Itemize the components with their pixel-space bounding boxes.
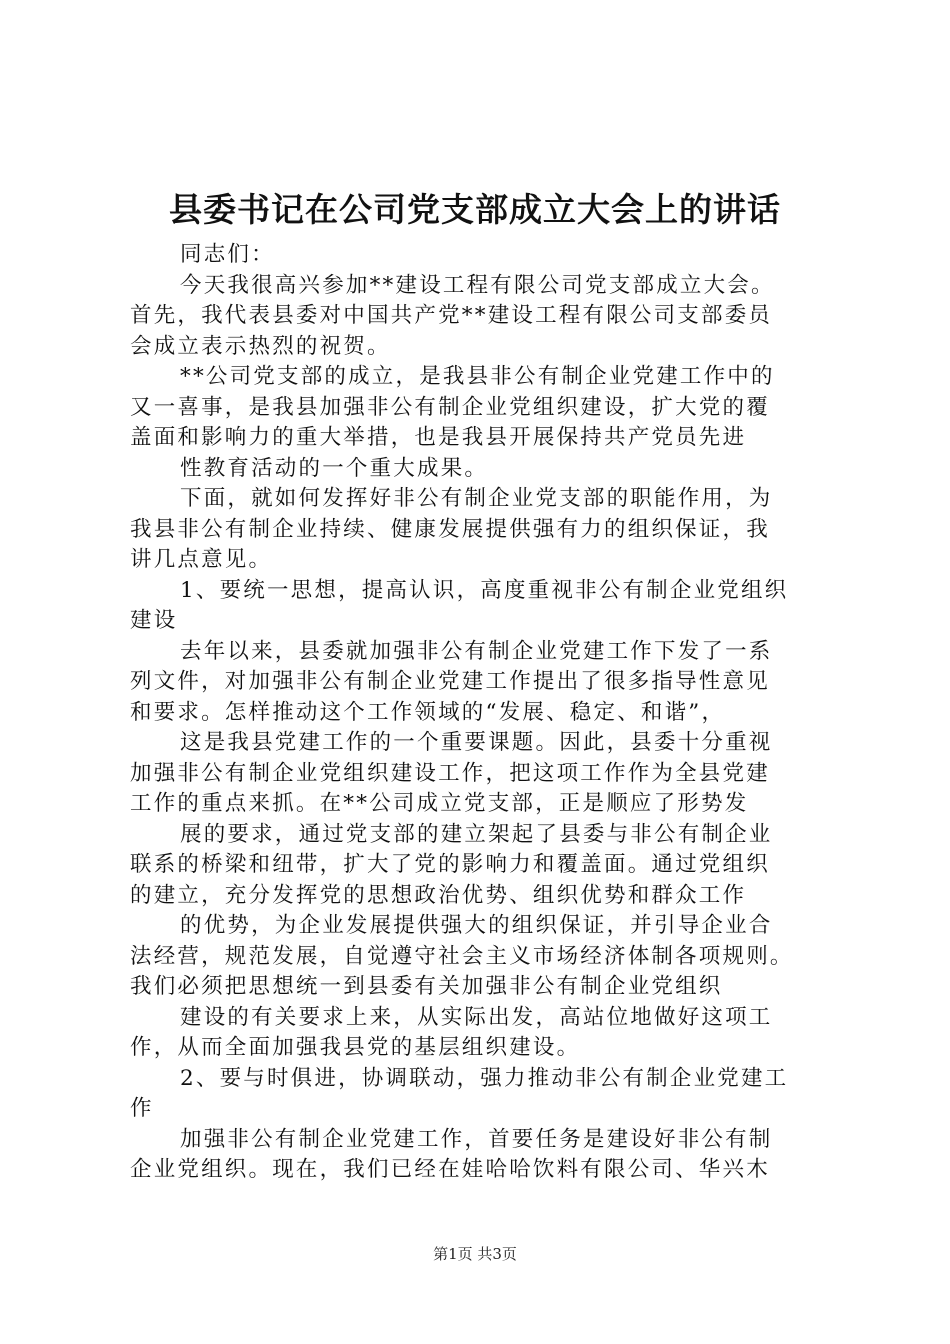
document-body <box>130 240 845 1186</box>
body-line: 联系的桥梁和纽带，扩大了党的影响力和覆盖面。通过党组织 <box>130 852 770 877</box>
body-line: 作 <box>130 1096 154 1121</box>
body-line: 企业党组织。现在，我们已经在娃哈哈饮料有限公司、华兴木 <box>130 1157 770 1182</box>
body-line: 1、要统一思想，提高认识，高度重视非公有制企业党组织 <box>180 577 789 603</box>
body-line: 我们必须把思想统一到县委有关加强非公有制企业党组织 <box>130 974 723 999</box>
body-line: 盖面和影响力的重大举措，也是我县开展保持共产党员先进 <box>130 425 747 450</box>
body-line: 性教育活动的一个重大成果。 <box>180 455 489 481</box>
body-line: 这是我县党建工作的一个重要课题。因此，县委十分重视 <box>180 730 773 755</box>
body-line: 下面，就如何发挥好非公有制企业党支部的职能作用，为 <box>180 486 773 511</box>
body-line: 2、要与时俱进，协调联动，强力推动非公有制企业党建工 <box>180 1065 789 1091</box>
body-line: 的优势，为企业发展提供强大的组织保证，并引导企业合 <box>180 913 773 938</box>
body-line: 建设的有关要求上来，从实际出发，高站位地做好这项工 <box>180 1004 773 1030</box>
body-line: 首先，我代表县委对中国共产党**建设工程有限公司支部委员 <box>130 303 773 328</box>
body-line: 同志们： <box>180 242 275 267</box>
body-line: 列文件，对加强非公有制企业党建工作提出了很多指导性意见 <box>130 669 770 694</box>
body-line: 和要求。怎样推动这个工作领域的“发展、稳定、和谐”， <box>130 699 726 725</box>
body-line: 建设 <box>130 608 178 633</box>
page-footer: 第1页 共3页 <box>433 1245 517 1263</box>
body-line: 的建立，充分发挥党的思想政治优势、组织优势和群众工作 <box>130 882 747 908</box>
body-line: 加强非公有制企业党组织建设工作，把这项工作作为全县党建 <box>130 760 770 786</box>
body-line: 展的要求，通过党支部的建立架起了县委与非公有制企业 <box>180 821 773 847</box>
body-line: 法经营，规范发展，自觉遵守社会主义市场经济体制各项规则。 <box>130 943 794 969</box>
body-line: 讲几点意见。 <box>130 547 273 572</box>
body-line: 工作的重点来抓。在**公司成立党支部，正是顺应了形势发 <box>130 791 749 816</box>
body-line: 作，从而全面加强我县党的基层组织建设。 <box>130 1035 581 1060</box>
body-line: **公司党支部的成立，是我县非公有制企业党建工作中的 <box>180 364 775 389</box>
body-line: 又一喜事，是我县加强非公有制企业党组织建设，扩大党的覆 <box>130 394 770 420</box>
document-title: 县委书记在公司党支部成立大会上的讲话 <box>169 190 781 229</box>
body-line: 会成立表示热烈的祝贺。 <box>130 333 391 359</box>
body-line: 今天我很高兴参加**建设工程有限公司党支部成立大会。 <box>180 272 775 298</box>
body-line: 去年以来，县委就加强非公有制企业党建工作下发了一系 <box>180 638 773 664</box>
body-line: 我县非公有制企业持续、健康发展提供强有力的组织保证，我 <box>130 516 770 542</box>
body-line: 加强非公有制企业党建工作，首要任务是建设好非公有制 <box>180 1126 773 1152</box>
